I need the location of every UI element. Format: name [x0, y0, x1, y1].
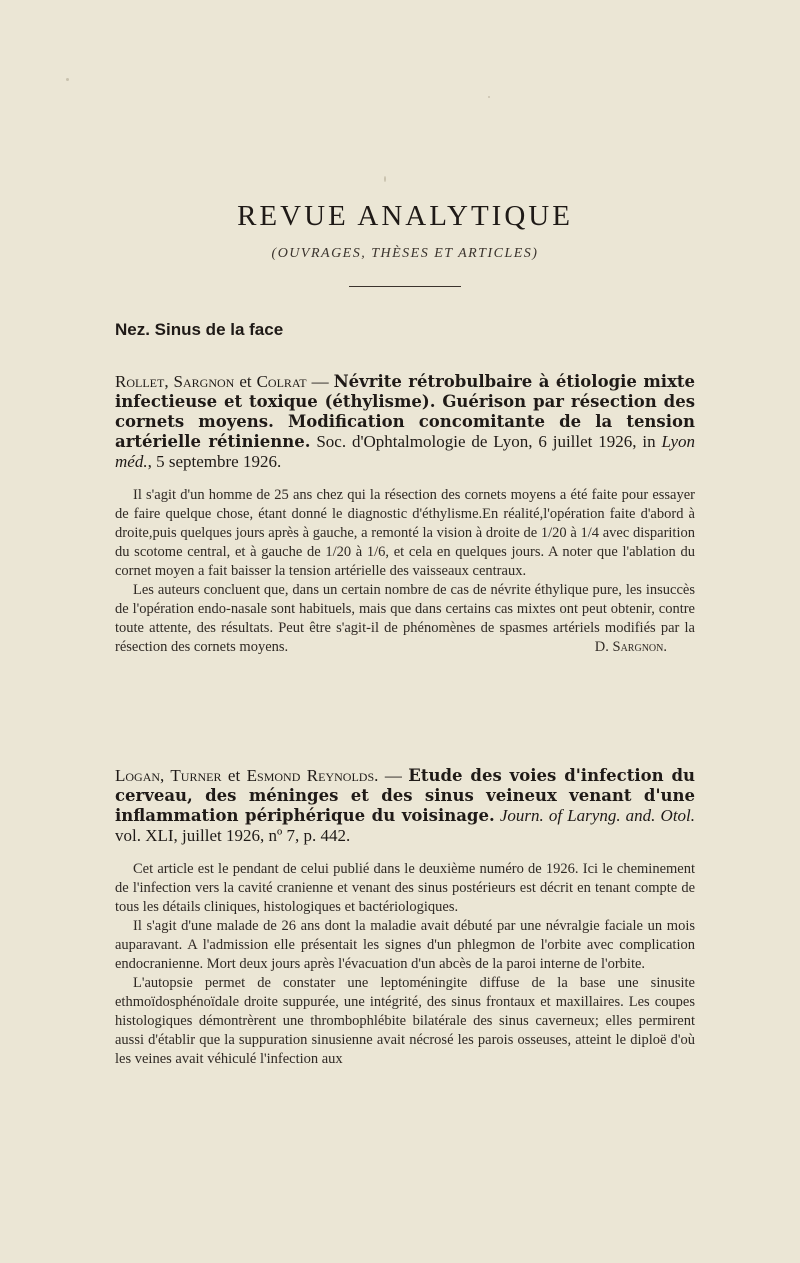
article-dash: — — [311, 372, 329, 391]
article-header — [115, 766, 695, 846]
article-paragraph: Cet article est le pendant de celui publié dans le deuxième numéro de 1926. Ici le cheminement de l'infection vers la cavité cranienne et venant des sinus postérieurs est décrit en tenant compte de tous les détails cliniques, histologiques et bactériologiques. — [115, 861, 695, 915]
article-reference-date: , 5 septembre 1926. — [147, 452, 282, 471]
paper-speck — [66, 78, 69, 81]
article-authors: Rollet, Sargnon — [115, 372, 235, 391]
page-title: REVUE ANALYTIQUE — [237, 200, 573, 232]
article-paragraph: L'autopsie permet de constater une leptoméningite diffuse de la base une sinusite ethmoïdosphénoïdale droite suppurée, une intégrité, des sinus frontaux et maxillaires. Les coupes histologiques démontrèrent une thrombophlébite bilatérale des sinus caverneux; elles permirent aussi d'établir que la suppuration sinusienne avait nécrosé les parois osseuses, atteint le diploë d'où les veines avait véhiculé l'infection aux — [115, 975, 695, 1067]
article-logan — [115, 766, 695, 1069]
article-rollet — [115, 372, 695, 657]
article-signature: D. Sargnon. — [594, 639, 667, 655]
article-paragraph — [115, 581, 695, 657]
article-authors: Esmond Reynolds. — [246, 766, 379, 785]
article-authors: Logan, Turner — [115, 766, 222, 785]
article-journal: Journ. of Laryng. and. Otol. — [499, 806, 696, 825]
article-authors-join: et — [239, 372, 252, 391]
article-title: Etude des voies d'infection du cerveau, des méninges et des sinus veineux venant d'une inflammation périphérique du voisinage. — [115, 766, 696, 825]
article-dash: — — [384, 766, 402, 785]
article-authors: Colrat — [256, 372, 307, 391]
article-authors-join: et — [227, 766, 241, 785]
article-paragraph: Il s'agit d'une malade de 26 ans dont la maladie avait débuté par une névralgie faciale un mois auparavant. A l'admission elle présentait les signes d'un phlegmon de l'orbite avec complication endocranienne. Mort deux jours après l'évacuation d'un abcès de la paroi interne de l'orbite. — [115, 918, 695, 972]
paper-speck — [384, 176, 386, 182]
article-reference: vol. XLI, juillet 1926, nº 7, p. 442. — [115, 826, 351, 845]
article-body — [115, 860, 695, 1069]
article-paragraph: Il s'agit d'un homme de 25 ans chez qui la résection des cornets moyens a été faite pour essayer de faire quelque chose, étant donné le diagnostic d'éthylisme.En réalité,l'opération faite d'abord à droite,puis quelques jours après à gauche, a remonté la vision à droite de 1/20 à 1/4 avec disparition du scotome central, et à gauche de 1/20 à 1/6, et cela en quelques jours. A noter que l'ablation du cornet moyen a fait baisser la tension artérielle des vaisseaux centraux. — [115, 487, 695, 579]
page-subtitle: (OUVRAGES, THÈSES ET ARTICLES) — [271, 246, 539, 261]
article-journal: Lyon méd. — [115, 432, 695, 471]
article-body — [115, 486, 695, 657]
article-header — [115, 372, 695, 472]
article-reference: Soc. d'Ophtalmologie de Lyon, 6 juillet 1926, in — [316, 432, 656, 451]
section-heading: Nez. Sinus de la face — [115, 320, 284, 339]
paper-speck — [488, 96, 490, 98]
title-divider — [349, 286, 461, 287]
article-title: Névrite rétrobulbaire à étiologie mixte infectieuse et toxique (éthylisme). Guérison par résection des cornets moyens. Modification concomitante de la tension artérielle rétinienne. — [115, 372, 696, 451]
article-paragraph-text: Les auteurs concluent que, dans un certain nombre de cas de névrite éthylique pure, les insuccès de l'opération endo-nasale sont habituels, mais que dans certains cas mixtes ont peut obtenir, contre toute attente, des résultats. Peut être s'agit-il de phénomènes de spasmes artériels modifiés par la résection des cornets moyens. — [115, 582, 695, 655]
